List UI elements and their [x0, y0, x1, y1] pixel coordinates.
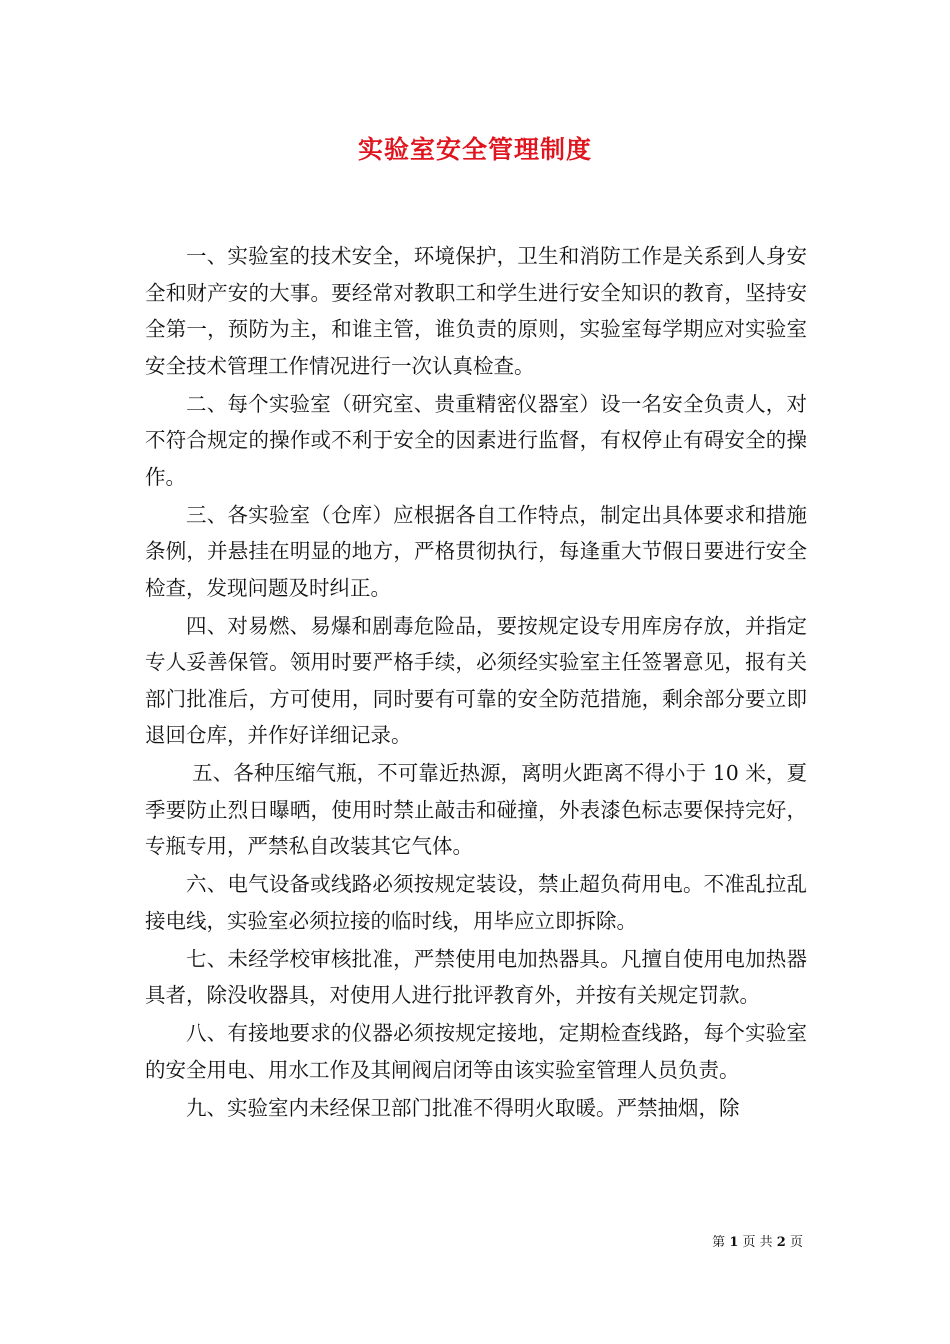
footer-middle: 页 共 [742, 1235, 773, 1250]
paragraph-5: 五、各种压缩气瓶，不可靠近热源，离明火距离不得小于 10 米，夏季要防止烈日曝晒，使用时禁止敲击和碰撞，外表漆色标志要保持完好，专瓶专用，严禁私自改装其它气体。 [145, 761, 807, 858]
paragraph-9: 九、实验室内未经保卫部门批准不得明火取暖。严禁抽烟，除 [186, 1095, 740, 1120]
footer-total-pages: 2 [776, 1235, 786, 1250]
paragraph-3: 三、各实验室（仓库）应根据各自工作特点，制定出具体要求和措施条例，并悬挂在明显的地方，严格贯彻执行，每逢重大节假日要进行安全检查，发现问题及时纠正。 [145, 502, 807, 600]
document-body [145, 238, 807, 1128]
footer-current-page: 1 [729, 1235, 739, 1250]
paragraph-7: 七、未经学校审核批准，严禁使用电加热器具。凡擅自使用电加热器具者，除没收器具，对使用人进行批评教育外，并按有关规定罚款。 [145, 946, 807, 1007]
paragraph-4: 四、对易燃、易爆和剧毒危险品，要按规定设专用库房存放，并指定专人妥善保管。领用时要严格手续，必须经实验室主任签署意见，报有关部门批准后，方可使用，同时要有可靠的安全防范措施，剩余部分要立即退回仓库，并作好详细记录。 [145, 613, 807, 747]
paragraph-8: 八、有接地要求的仪器必须按规定接地，定期检查线路，每个实验室的安全用电、用水工作及其闸阀启闭等由该实验室管理人员负责。 [145, 1021, 807, 1082]
paragraph-2: 二、每个实验室（研究室、贵重精密仪器室）设一名安全负责人，对不符合规定的操作或不利于安全的因素进行监督，有权停止有碍安全的操作。 [145, 391, 807, 489]
paragraph-6: 六、电气设备或线路必须按规定装设，禁止超负荷用电。不准乱拉乱接电线，实验室必须拉接的临时线，用毕应立即拆除。 [145, 872, 807, 933]
footer-prefix: 第 [712, 1235, 726, 1250]
footer-suffix: 页 [789, 1235, 803, 1250]
paragraph-1: 一、实验室的技术安全，环境保护，卫生和消防工作是关系到人身安全和财产安的大事。要经常对教职工和学生进行安全知识的教育，坚持安全第一，预防为主，和谁主管，谁负责的原则，实验室每学期应对实验室安全技术管理工作情况进行一次认真检查。 [145, 244, 807, 378]
page-footer [712, 1234, 803, 1252]
document-title: 实验室安全管理制度 [357, 135, 592, 164]
